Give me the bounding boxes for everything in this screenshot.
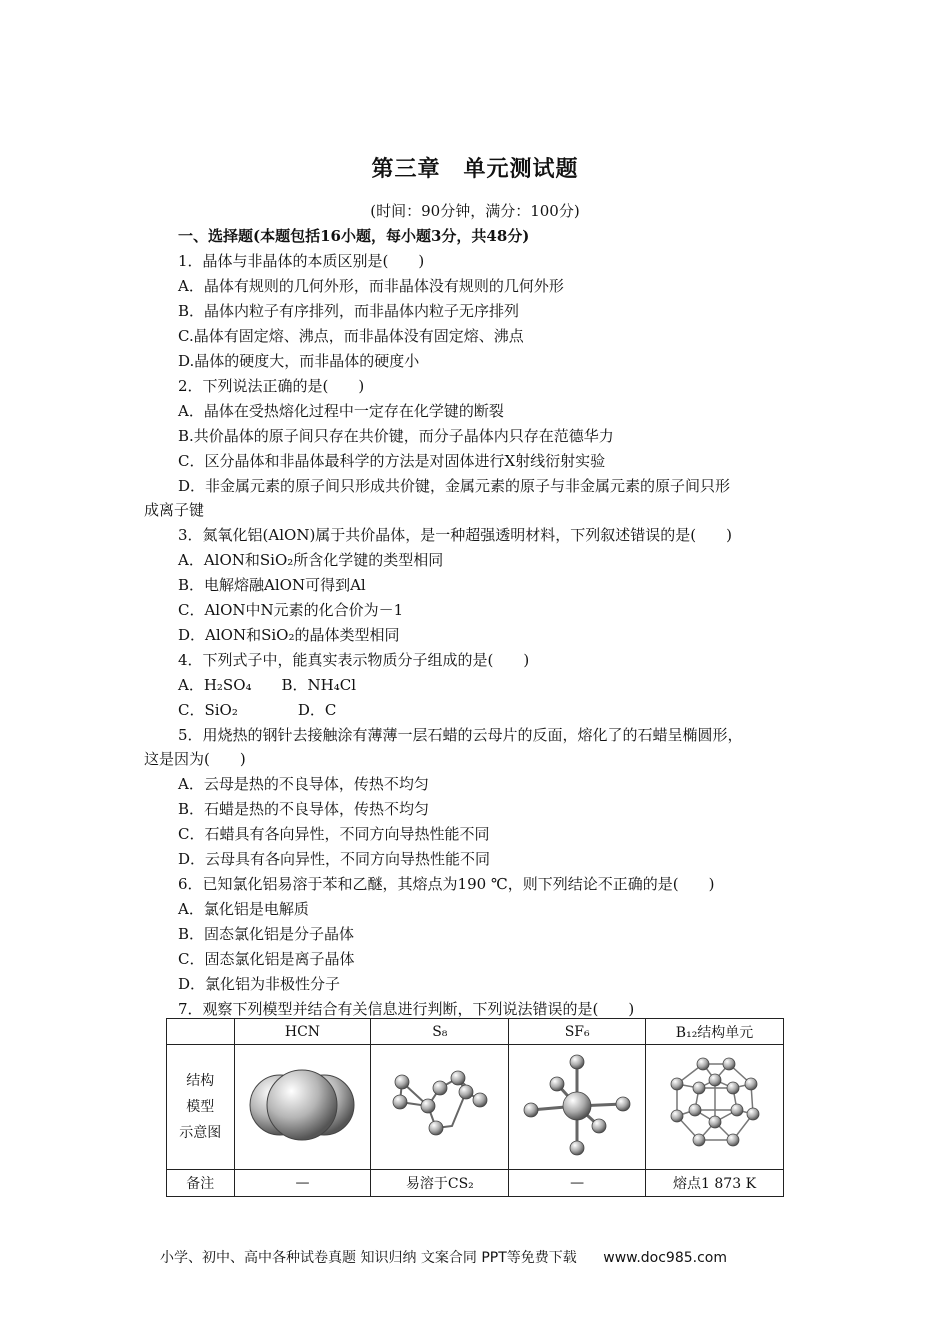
- row-label-line: 结构: [186, 1073, 215, 1089]
- q2-option-b: B.共价晶体的原子间只存在共价键，而分子晶体内只存在范德华力: [178, 427, 614, 445]
- footer-text: 小学、初中、高中各种试卷真题 知识归纳 文案合同 PPT等免费下载: [160, 1250, 577, 1266]
- hcn-model-image: [242, 1050, 362, 1160]
- q3-option-a: A．AlON和SiO₂所含化学键的类型相同: [178, 551, 444, 569]
- q5-option-b: B．石蜡是热的不良导体，传热不均匀: [178, 800, 430, 818]
- q1-option-c: C.晶体有固定熔、沸点，而非晶体没有固定熔、沸点: [178, 327, 524, 345]
- q1-option-d: D.晶体的硬度大，而非晶体的硬度小: [178, 352, 420, 370]
- q4-options-ab: A．H₂SO₄ B．NH₄Cl: [178, 676, 357, 694]
- section-heading: 一、选择题(本题包括16小题，每小题3分，共48分): [178, 227, 530, 245]
- b12-model-cell: [646, 1045, 784, 1170]
- q1-option-b: B．晶体内粒子有序排列，而非晶体内粒子无序排列: [178, 302, 520, 320]
- q5-stem-cont: 这是因为( ): [144, 750, 246, 768]
- q2-option-d: D．非金属元素的原子间只形成共价键，金属元素的原子与非金属元素的原子间只形: [178, 477, 731, 495]
- q3-option-c: C．AlON中N元素的化合价为－1: [178, 601, 404, 619]
- table-row: [167, 1045, 784, 1170]
- s8-model-image: [380, 1050, 500, 1160]
- exam-info: (时间：90分钟，满分：100分): [370, 202, 580, 220]
- q1-option-a: A．晶体有规则的几何外形，而非晶体没有规则的几何外形: [178, 277, 564, 295]
- q2-option-d-cont: 成离子键: [144, 501, 205, 519]
- q6-option-d: D．氯化铝为非极性分子: [178, 975, 341, 993]
- q6-option-c: C．固态氯化铝是离子晶体: [178, 950, 355, 968]
- note-cell: 熔点1 873 K: [646, 1170, 784, 1197]
- table-header-cell: HCN: [234, 1019, 371, 1045]
- page-title: 第三章 单元测试题: [371, 156, 579, 182]
- table-header-cell: B₁₂结构单元: [646, 1019, 784, 1045]
- q6-option-b: B．固态氯化铝是分子晶体: [178, 925, 355, 943]
- q7-stem: 7．观察下列模型并结合有关信息进行判断，下列说法错误的是( ): [178, 1000, 635, 1018]
- table-row: [167, 1170, 784, 1197]
- q6-stem: 6．已知氯化铝易溶于苯和乙醚，其熔点为190 ℃，则下列结论不正确的是( ): [178, 875, 715, 893]
- q6-option-a: A．氯化铝是电解质: [178, 900, 309, 918]
- q5-option-a: A．云母是热的不良导体，传热不均匀: [178, 775, 429, 793]
- b12-model-image: [655, 1050, 775, 1160]
- row-label: [167, 1045, 235, 1170]
- note-cell: 易溶于CS₂: [371, 1170, 509, 1197]
- q3-option-b: B．电解熔融AlON可得到Al: [178, 576, 366, 594]
- page-footer: [160, 1247, 727, 1267]
- notes-label: 备注: [167, 1170, 235, 1197]
- q2-option-a: A．晶体在受热熔化过程中一定存在化学键的断裂: [178, 402, 504, 420]
- s8-model-cell: [371, 1045, 509, 1170]
- table-header-row: [167, 1019, 784, 1045]
- row-label-line: 模型: [186, 1099, 215, 1115]
- footer-link[interactable]: www.doc985.com: [603, 1250, 727, 1266]
- q2-option-c: C．区分晶体和非晶体最科学的方法是对固体进行X射线衍射实验: [178, 452, 606, 470]
- table-header-cell: [167, 1019, 235, 1045]
- sf6-model-image: [517, 1050, 637, 1160]
- note-cell: —: [234, 1170, 371, 1197]
- model-table: [166, 1018, 784, 1197]
- row-label-line: 示意图: [179, 1125, 222, 1141]
- table-header-cell: S₈: [371, 1019, 509, 1045]
- q4-stem: 4．下列式子中，能真实表示物质分子组成的是( ): [178, 651, 530, 669]
- note-cell: —: [509, 1170, 646, 1197]
- q5-option-c: C．石蜡具有各向异性，不同方向导热性能不同: [178, 825, 490, 843]
- q3-stem: 3．氮氧化铝(AlON)属于共价晶体，是一种超强透明材料，下列叙述错误的是( ): [178, 526, 733, 544]
- q5-option-d: D．云母具有各向异性，不同方向导热性能不同: [178, 850, 491, 868]
- q1-stem: 1．晶体与非晶体的本质区别是( ): [178, 252, 425, 270]
- q5-stem: 5．用烧热的钢针去接触涂有薄薄一层石蜡的云母片的反面，熔化了的石蜡呈椭圆形，: [178, 726, 743, 744]
- sf6-model-cell: [509, 1045, 646, 1170]
- q2-stem: 2．下列说法正确的是( ): [178, 377, 365, 395]
- q3-option-d: D．AlON和SiO₂的晶体类型相同: [178, 626, 400, 644]
- q4-options-cd: C．SiO₂ D．C: [178, 701, 337, 719]
- hcn-model-cell: [234, 1045, 371, 1170]
- table-header-cell: SF₆: [509, 1019, 646, 1045]
